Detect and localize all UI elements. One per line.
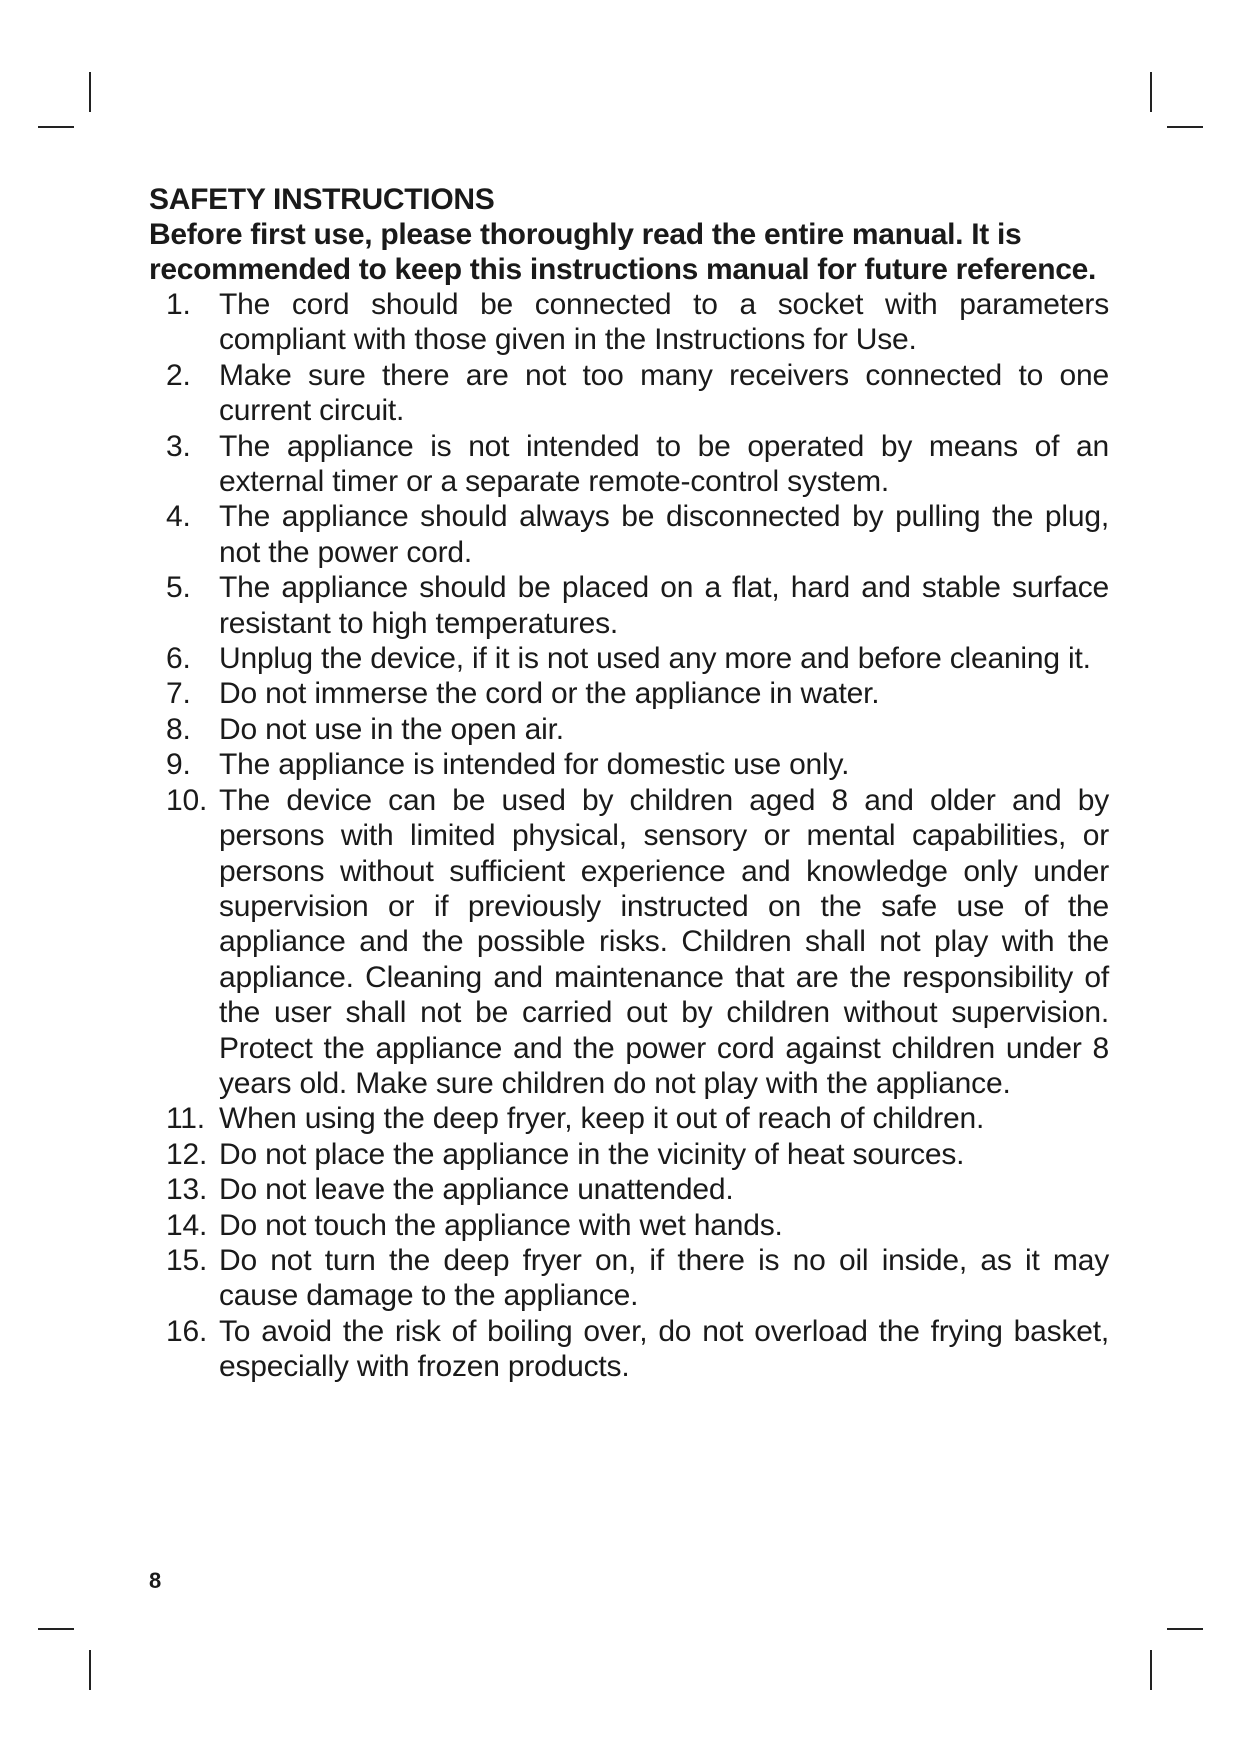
list-item-number: 10. bbox=[166, 783, 208, 817]
list-item-text: The cord should be connected to a socket with parameters compliant with those given in the Instructions for Use. bbox=[219, 288, 1109, 357]
crop-mark-bottom-right-v bbox=[1150, 1650, 1152, 1690]
list-item bbox=[149, 1101, 1109, 1136]
crop-mark-bottom-left-v bbox=[89, 1650, 91, 1690]
list-item-number: 8. bbox=[166, 712, 191, 746]
crop-mark-bottom-right-h bbox=[1167, 1628, 1203, 1630]
list-item bbox=[149, 783, 1109, 1102]
list-item-number: 11. bbox=[166, 1102, 205, 1136]
list-item-number: 12. bbox=[166, 1137, 208, 1171]
list-item-text: The appliance is not intended to be operated by means of an external timer or a separate remote-control system. bbox=[219, 429, 1109, 499]
list-item-text: Do not use in the open air. bbox=[219, 712, 564, 746]
list-item-text: When using the deep fryer, keep it out of reach of children. bbox=[219, 1102, 985, 1136]
page-title: SAFETY INSTRUCTIONS bbox=[149, 183, 495, 216]
list-item bbox=[149, 1172, 1109, 1207]
list-item-text: The appliance should always be disconnected by pulling the plug, not the power cord. bbox=[219, 500, 1109, 569]
list-item-number: 15. bbox=[166, 1243, 208, 1277]
list-item bbox=[149, 499, 1109, 570]
list-item-text: The appliance should be placed on a flat, hard and stable surface resistant to high temperatures. bbox=[219, 571, 1109, 640]
crop-mark-top-right-v bbox=[1150, 72, 1152, 112]
list-item-text: Do not immerse the cord or the appliance in water. bbox=[219, 677, 880, 711]
list-item-text: The appliance is intended for domestic use only. bbox=[219, 748, 850, 782]
safety-instructions-list bbox=[149, 287, 1109, 1385]
list-item-number: 6. bbox=[166, 642, 191, 676]
list-item bbox=[149, 429, 1109, 500]
list-item bbox=[149, 1243, 1109, 1314]
crop-mark-top-left-h bbox=[38, 126, 74, 128]
crop-mark-bottom-left-h bbox=[38, 1628, 74, 1630]
page-number: 8 bbox=[149, 1568, 162, 1593]
list-item bbox=[149, 676, 1109, 711]
list-item bbox=[149, 712, 1109, 747]
list-item bbox=[149, 358, 1109, 429]
list-item bbox=[149, 570, 1109, 641]
list-item-number: 13. bbox=[166, 1173, 208, 1207]
crop-mark-top-right-h bbox=[1167, 126, 1203, 128]
list-item bbox=[149, 1137, 1109, 1172]
list-item bbox=[149, 287, 1109, 358]
list-item-text: Do not turn the deep fryer on, if there is no oil inside, as it may cause damage to the appliance. bbox=[219, 1243, 1109, 1313]
list-item-number: 1. bbox=[166, 288, 191, 321]
intro-paragraph: Before first use, please thoroughly read the entire manual. It is recommended to keep this instructions manual for future reference. bbox=[149, 218, 1097, 286]
list-item-text: Make sure there are not too many receivers connected to one current circuit. bbox=[219, 358, 1109, 428]
list-item bbox=[149, 1208, 1109, 1243]
list-item-number: 5. bbox=[166, 571, 191, 605]
list-item bbox=[149, 641, 1109, 676]
list-item bbox=[149, 747, 1109, 782]
list-item-number: 9. bbox=[166, 748, 191, 782]
list-item-text: Do not touch the appliance with wet hands. bbox=[219, 1208, 783, 1242]
list-item bbox=[149, 1314, 1109, 1385]
crop-mark-top-left-v bbox=[89, 72, 91, 112]
list-item-number: 7. bbox=[166, 677, 191, 711]
list-item-number: 4. bbox=[166, 500, 191, 534]
list-item-number: 2. bbox=[166, 358, 191, 392]
list-item-text: Do not place the appliance in the vicinity of heat sources. bbox=[219, 1137, 965, 1171]
list-item-number: 3. bbox=[166, 429, 191, 463]
manual-page-content bbox=[149, 182, 1109, 1385]
list-item-text: Do not leave the appliance unattended. bbox=[219, 1173, 734, 1207]
list-item-text: The device can be used by children aged 8 and older and by persons with limited physical, sensory or mental capabilities, or persons without sufficient experience and knowledge only under supervision or if previously instructed on the safe use of the appliance and the possible risks. Children shall not play with the appliance. Cleaning and maintenance that are the responsibility of the user shall not be carried out by children without supervision. Protect the appliance and the power cord against children under 8 years old. Make sure children do not play with the appliance. bbox=[219, 783, 1109, 1100]
list-item-number: 16. bbox=[166, 1314, 208, 1348]
list-item-number: 14. bbox=[166, 1208, 208, 1242]
list-item-text: Unplug the device, if it is not used any more and before cleaning it. bbox=[219, 642, 1091, 676]
list-item-text: To avoid the risk of boiling over, do not overload the frying basket, especially with frozen products. bbox=[219, 1314, 1109, 1384]
